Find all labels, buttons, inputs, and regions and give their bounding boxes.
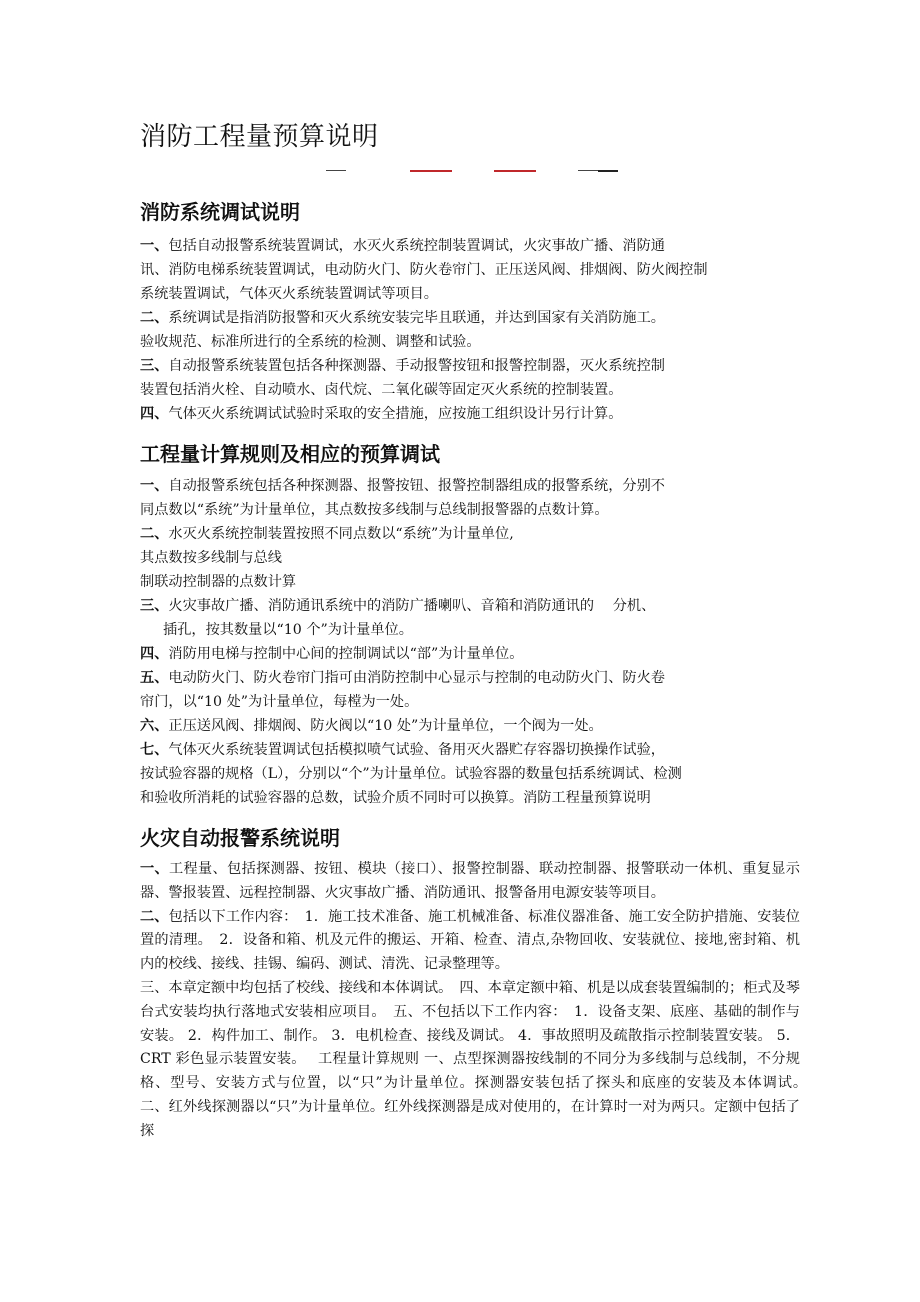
- text-line: 一、自动报警系统包括各种探测器、报警按钮、报警控制器组成的报警系统，分别不: [140, 478, 665, 494]
- text-line: 按试验容器的规格（L），分别以“个”为计量单位。试验容器的数量包括系统调试、检测: [140, 766, 682, 782]
- text-line: 其点数按多线制与总线: [140, 550, 282, 566]
- divider-line: [326, 170, 346, 171]
- text-line: 讯、消防电梯系统装置调试，电动防火门、防火卷帘门、正压送风阀、排烟阀、防火阀控制: [140, 262, 708, 278]
- alarm-text-block: [140, 858, 815, 1144]
- text-line: 系统装置调试，气体灭火系统装置调试等项目。: [140, 286, 438, 302]
- text-line: 装置包括消火栓、自动喷水、卤代烷、二氧化碳等固定灭火系统的控制装置。: [140, 382, 623, 398]
- text-line: 制联动控制器的点数计算: [140, 574, 297, 590]
- divider-line: [598, 170, 618, 172]
- text-line: 四、消防用电梯与控制中心间的控制调试以“部”为计量单位。: [140, 646, 524, 662]
- divider-line: [494, 170, 536, 172]
- paragraph: 一、工程量、包括探测器、按钮、模块（接口）、报警控制器、联动控制器、报警联动一体机、重复显示器、警报装置、远程控制器、火灾事故广播、消防通讯、报警备用电源安装等项目。: [140, 861, 800, 901]
- text-line: 六、正压送风阀、排烟阀、防火阀以“10 处”为计量单位，一个阀为一处。: [140, 718, 603, 734]
- text-line: 插孔，按其数量以“10 个”为计量单位。: [163, 622, 413, 638]
- text-line: 二、系统调试是指消防报警和灭火系统安装完毕且联通，并达到国家有关消防施工。: [140, 310, 665, 326]
- section-heading-alarm: 火灾自动报警系统说明: [140, 826, 340, 850]
- text-line: 三、自动报警系统装置包括各种探测器、手动报警按钮和报警控制器，灭火系统控制: [140, 358, 665, 374]
- text-line: 帘门，以“10 处”为计量单位，每樘为一处。: [140, 694, 419, 710]
- divider-line: [578, 170, 598, 171]
- section-heading-rules: 工程量计算规则及相应的预算调试: [140, 442, 440, 466]
- text-line: 五、电动防火门、防火卷帘门指可由消防控制中心显示与控制的电动防火门、防火卷: [140, 670, 665, 686]
- text-line: 二、水灭火系统控制装置按照不同点数以“系统”为计量单位,: [140, 526, 514, 542]
- text-line: 七、气体灭火系统装置调试包括模拟喷气试验、备用灭火器贮存容器切换操作试验，: [140, 742, 665, 758]
- page-title: 消防工程量预算说明: [140, 122, 379, 152]
- text-line: 四、气体灭火系统调试试验时采取的安全措施，应按施工组织设计另行计算。: [140, 406, 623, 422]
- divider-line: [410, 170, 452, 172]
- text-line: 验收规范、标准所进行的全系统的检测、调整和试验。: [140, 334, 481, 350]
- section-heading-debug: 消防系统调试说明: [140, 200, 300, 224]
- text-line: 三、火灾事故广播、消防通讯系统中的消防广播喇叭、音箱和消防通讯的 分机、: [140, 598, 656, 614]
- text-line: 一、包括自动报警系统装置调试，水灭火系统控制装置调试，火灾事故广播、消防通: [140, 238, 665, 254]
- text-line: 和验收所消耗的试验容器的总数，试验介质不同时可以换算。消防工程量预算说明: [140, 790, 651, 806]
- text-line: 同点数以“系统”为计量单位，其点数按多线制与总线制报警器的点数计算。: [140, 502, 609, 518]
- paragraph: 二、包括以下工作内容： 1．施工技术准备、施工机械准备、标准仪器准备、施工安全防护措施、安装位置的清理。 2．设备和箱、机及元件的搬运、开箱、检查、清点,杂物回收、安装就位、接地,密封箱、机内的校线、接线、挂锡、编码、测试、清洗、记录整理等。: [140, 908, 800, 973]
- paragraph: 三、本章定额中均包括了校线、接线和本体调试。 四、本章定额中箱、机是以成套装置编制的；柜式及琴台式安装均执行落地式安装相应项目。 五、不包括以下工作内容： 1．设备支架、底座、基础的制作与安装。 2．构件加工、制作。 3．电机检查、接线及调试。 4．事故照明及疏散指示控制装置安装。 5．CRT 彩色显示装置安装。 工程量计算规则 一、点型探测器按线制的不同分为多线制与总线制，不分规格、型号、安装方式与位置，以“只”为计量单位。探测器安装包括了探头和底座的安装及本体调试。 二、红外线探测器以“只”为计量单位。红外线探测器是成对使用的，在计算时一对为两只。定额中包括了探: [140, 979, 815, 1139]
